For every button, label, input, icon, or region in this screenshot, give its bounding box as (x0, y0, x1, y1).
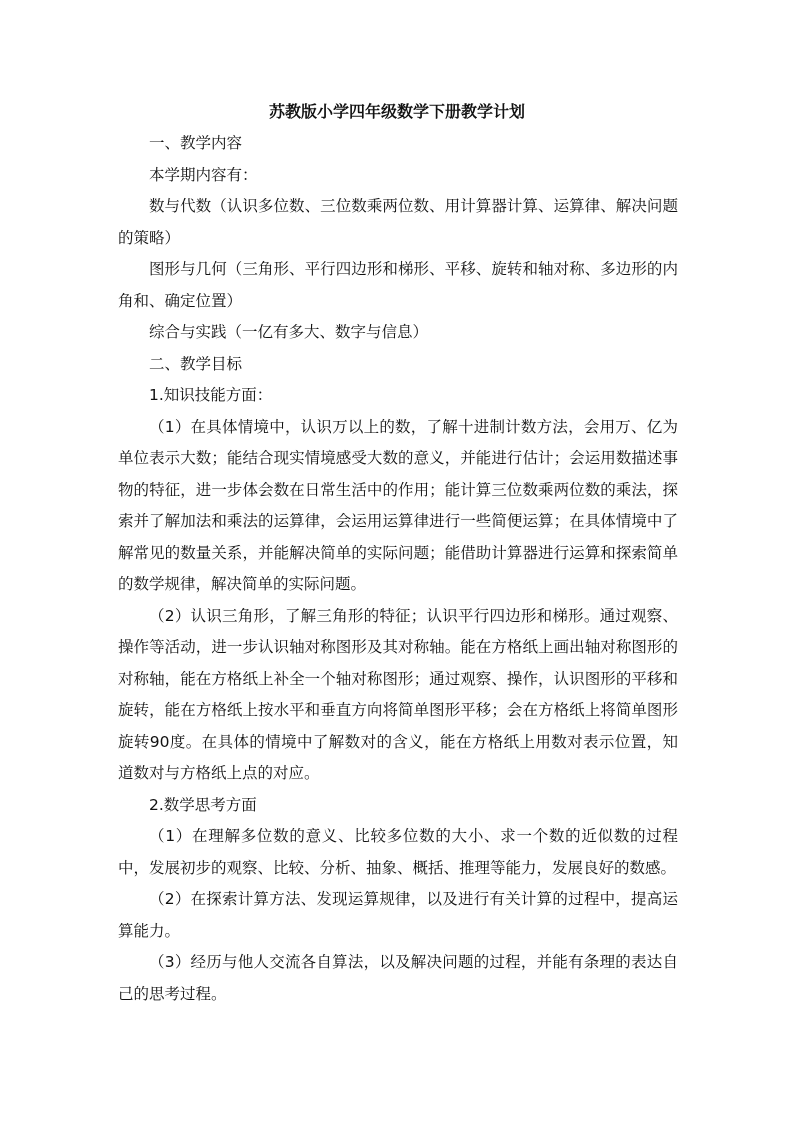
section-heading-goals: 二、教学目标 (149, 354, 243, 373)
paragraph-geometry: 图形与几何（三角形、平行四边形和梯形、平移、旋转和轴对称、多边形的内角和、确定位置） (118, 260, 678, 310)
document-body (118, 128, 678, 1010)
paragraph-skills-1: （1）在具体情境中，认识万以上的数，了解十进制计数方法，会用万、亿为单位表示大数；能结合现实情境感受大数的意义，并能进行估计；会运用数描述事物的特征，进一步体会数在日常生活中的作用；能计算三位数乘两位数的乘法，探索并了解加法和乘法的运算律，会运用运算律进行一些简便运算；在具体情境中了解常见的数量关系，并能解决简单的实际问题；能借助计算器进行运算和探索简单的数学规律，解决简单的实际问题。 (118, 417, 678, 593)
paragraph-intro: 本学期内容有： (149, 165, 258, 184)
paragraph-thinking-2: （2）在探索计算方法、发现运算规律，以及进行有关计算的过程中，提高运算能力。 (118, 890, 678, 940)
paragraph-skills-2: （2）认识三角形，了解三角形的特征；认识平行四边形和梯形。通过观察、操作等活动，进一步认识轴对称图形及其对称轴。能在方格纸上画出轴对称图形的对称轴，能在方格纸上补全一个轴对称图形；通过观察、操作，认识图形的平移和旋转，能在方格纸上按水平和垂直方向将简单图形平移；会在方格纸上将简单图形旋转90度。在具体的情境中了解数对的含义，能在方格纸上用数对表示位置，知道数对与方格纸上点的对应。 (118, 606, 678, 782)
paragraph-thinking-3: （3）经历与他人交流各自算法，以及解决问题的过程，并能有条理的表达自己的思考过程。 (118, 953, 678, 1003)
paragraph-practice: 综合与实践（一亿有多大、数字与信息） (149, 323, 429, 341)
paragraph-number-algebra: 数与代数（认识多位数、三位数乘两位数、用计算器计算、运算律、解决问题的策略） (118, 197, 678, 247)
paragraph-thinking-1: （1）在理解多位数的意义、比较多位数的大小、求一个数的近似数的过程中，发展初步的观察、比较、分析、抽象、概括、推理等能力，发展良好的数感。 (118, 827, 678, 877)
document-title: 苏教版小学四年级数学下册教学计划 (268, 102, 525, 121)
subheading-math-thinking: 2.数学思考方面 (149, 795, 257, 814)
section-heading-content: 一、教学内容 (149, 134, 243, 152)
subheading-knowledge-skills: 1.知识技能方面： (149, 386, 273, 404)
